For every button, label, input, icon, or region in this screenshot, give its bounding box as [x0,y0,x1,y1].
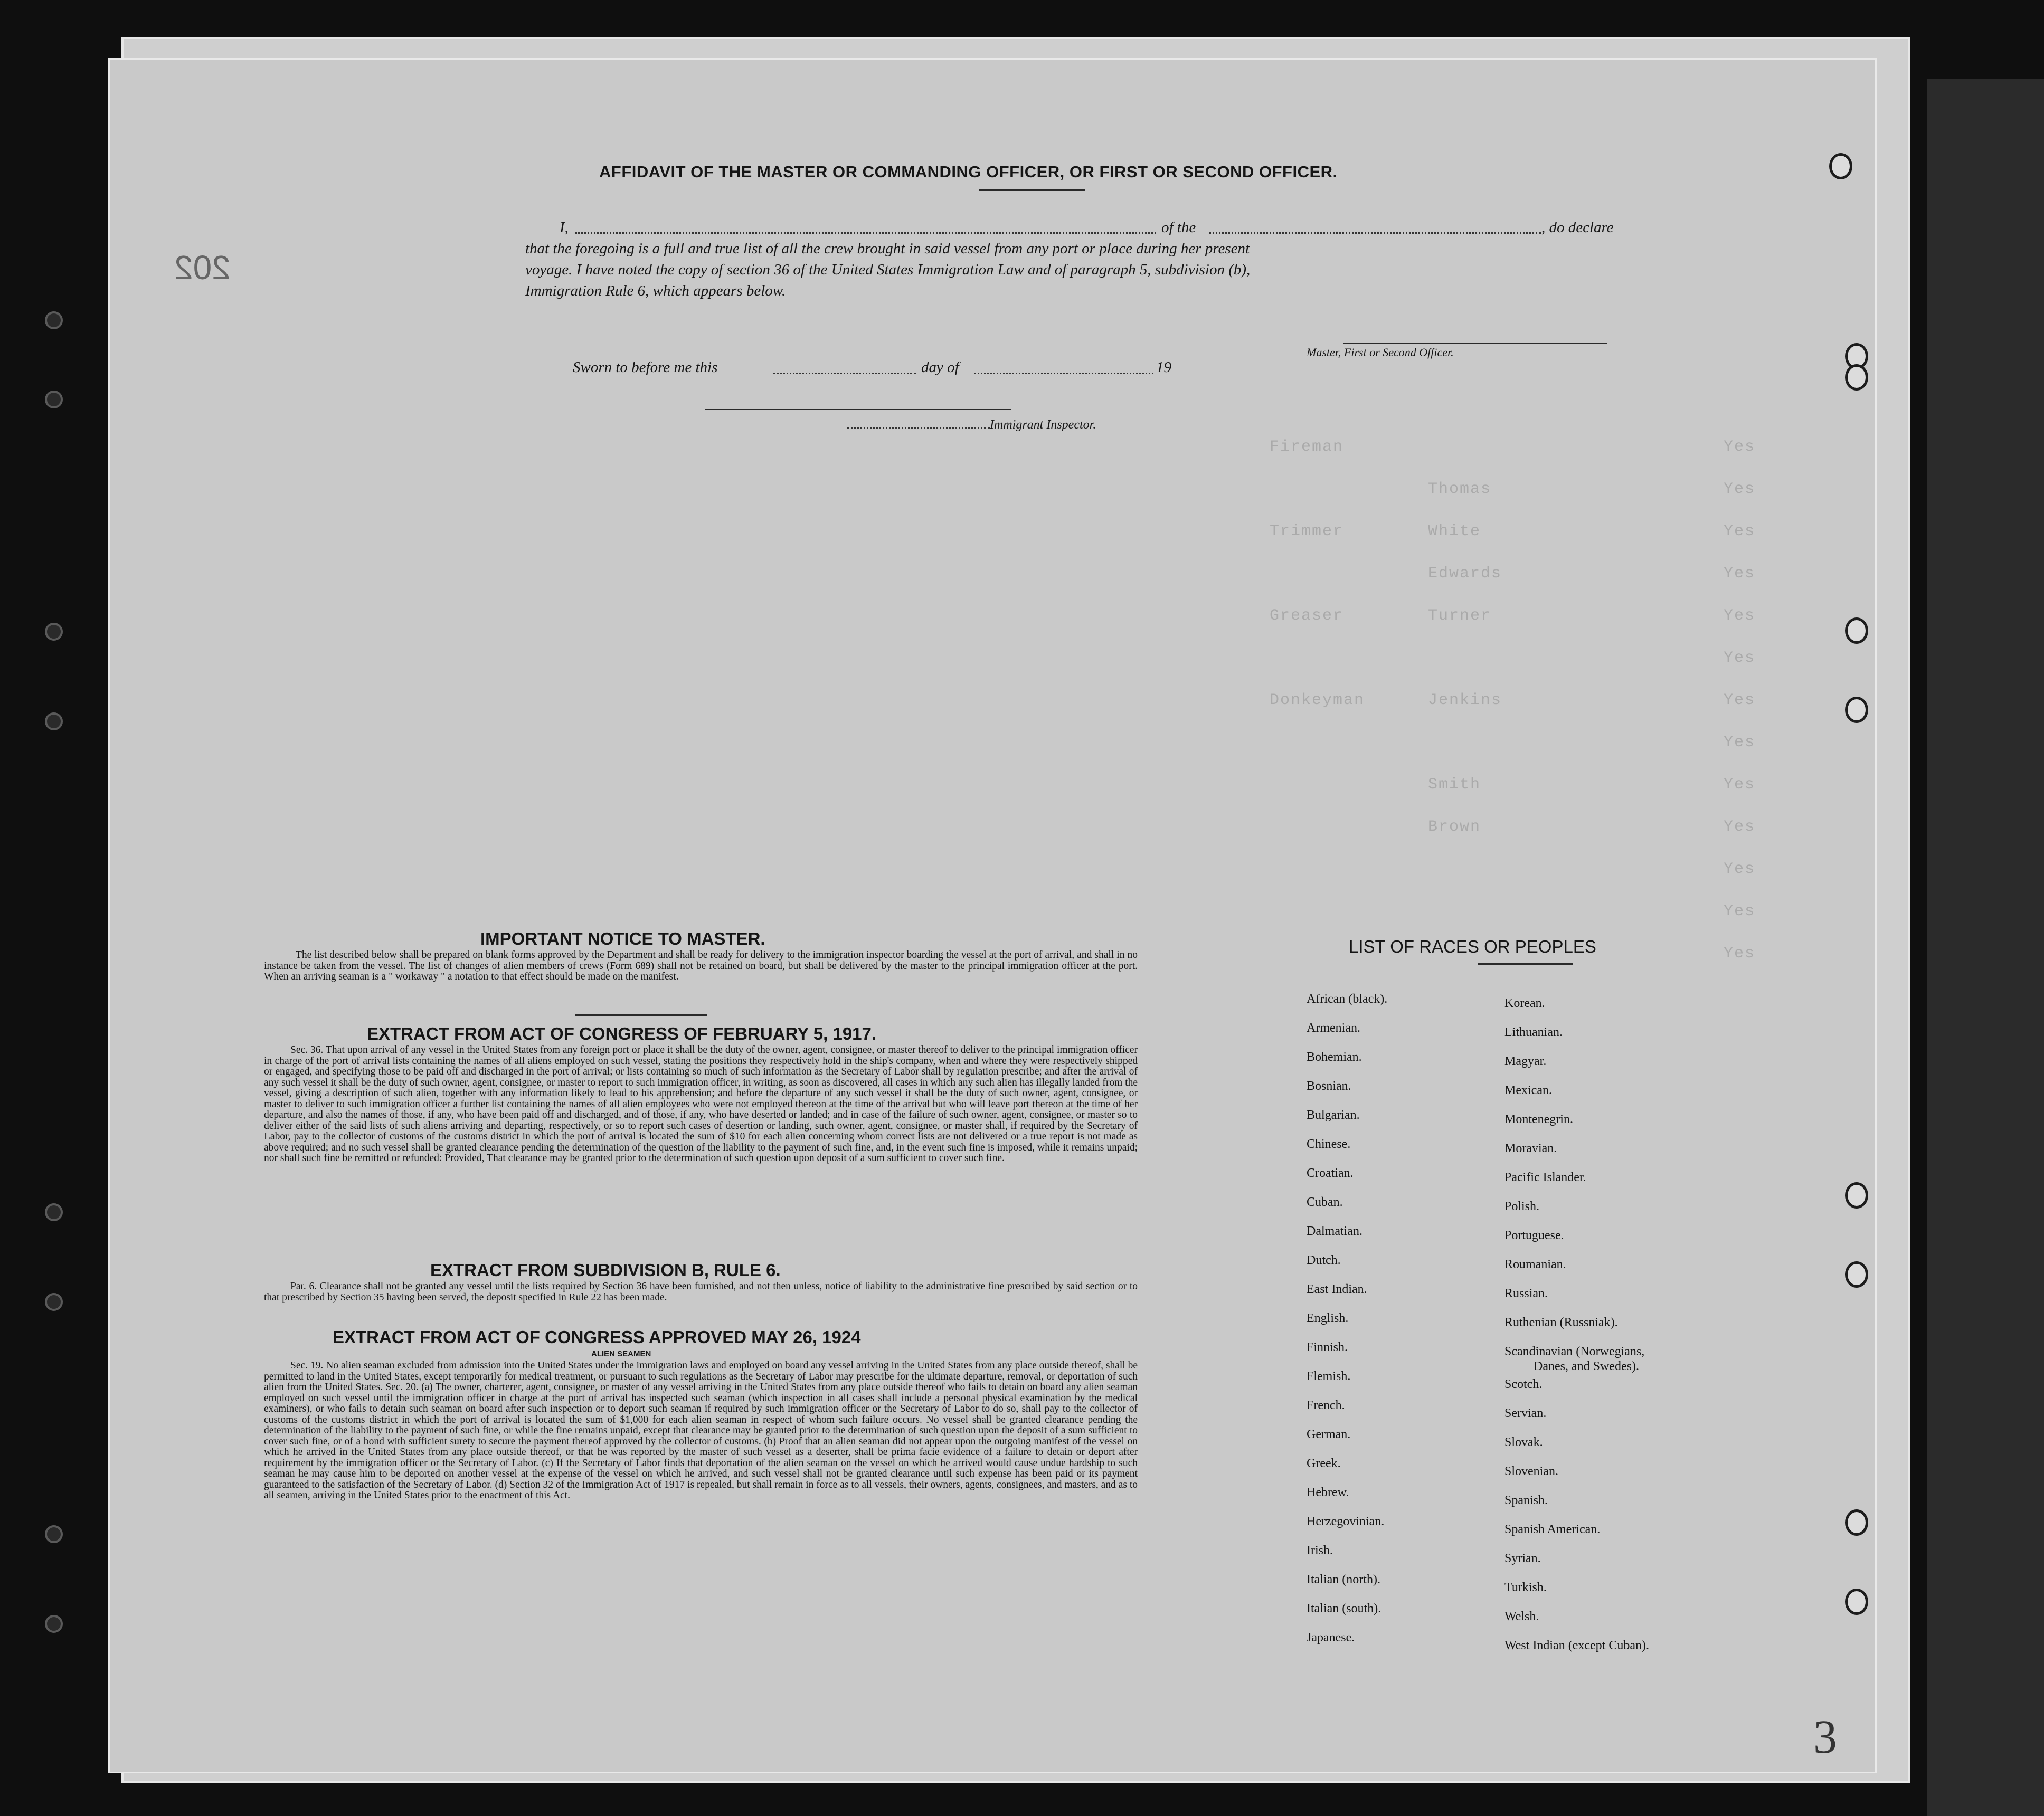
race-item: Bosnian. [1307,1079,1351,1093]
race-item: Japanese. [1307,1631,1355,1644]
race-item: English. [1307,1311,1349,1325]
race-item: Scotch. [1504,1377,1543,1391]
race-item: Armenian. [1307,1021,1360,1035]
race-item: Korean. [1504,996,1545,1010]
affidavit-body-line: voyage. I have noted the copy of section 36 of the United States Immigration Law and of paragraph 5, subdivision (b), [525,261,1251,278]
extract-1924-subtitle: ALIEN SEAMEN [591,1349,651,1358]
race-item: Irish. [1307,1544,1333,1557]
inspector-label: Immigrant Inspector. [990,418,1096,432]
extract-1917-text: Sec. 36. That upon arrival of any vessel in the United States from any foreign port or place it shall be the duty of the owner, agent, consignee, or master thereof to deliver to the principal immigration officer in charge of the port of arrival lists containing the names of all aliens employed on such vessel, stating the positions they respectively hold in the ship's company, when and where they were respectively shipped or engaged, and specifying those to be paid off and discharged in the port of arrival; or lists containing so much of such information as the Secretary of Labor shall by regulation prescribe; and after the arrival of any such vessel it shall be the duty of such owner, agent, consignee, or master to report to such immigration officer, in writing, as soon as discovered, all cases in which any such alien has illegally landed from the vessel, giving a description of such alien, together with any information likely to lead to his apprehension; and before the departure of any such vessel it shall be the duty of such owner, agent, consignee, or master to deliver to such immigration officer a further list containing the names of all alien employees who were not employed thereon at the time of the arrival but who will leave port thereon at the time of her departure, and also the names of those, if any, who have been paid off and discharged, and of those, if any, who have deserted or landed; and in case of the failure of such owner, agent, consignee, or master so to deliver either of the said lists of such aliens arriving and departing, respectively, or so to report such cases of desertion or landing, such owner, agent, consignee, or master shall, if required by the Secretary of Labor, pay to the collector of customs of the customs district in which the port of arrival is located the sum of $10 for each alien concerning whom correct lists are not delivered or a true report is not made as above required; and no such vessel shall be granted clearance pending the determination of the question of the liability to the payment of such fine, and, in the event such fine is imposed, while it remains unpaid; nor shall such fine be remitted or refunded: Provided, That clearance may be granted prior to the determination of such question upon deposit of a sum sufficient to cover such fine. [264,1044,1138,1164]
race-item: Dalmatian. [1307,1224,1362,1238]
race-item: Magyar. [1504,1054,1547,1068]
binding-hole [45,623,63,641]
race-item: Chinese. [1307,1137,1351,1151]
race-item: Cuban. [1307,1195,1343,1209]
extract-rule6-text: Par. 6. Clearance shall not be granted any vessel until the lists required by Section 36 have been furnished, and not then unless, notice of liability to the administrative fine prescribed by said section or to that prescribed by Section 35 having been served, the deposit specified in Rule 22 has been made. [264,1281,1138,1303]
race-item: Greek. [1307,1457,1341,1470]
race-item: Danes, and Swedes). [1534,1359,1639,1373]
binding-hole [45,311,63,329]
race-item: Slovenian. [1504,1465,1558,1478]
punch-hole [1845,617,1868,644]
race-item: Russian. [1504,1287,1548,1300]
race-item: Portuguese. [1504,1229,1564,1242]
race-item: Scandinavian (Norwegians, [1504,1345,1645,1358]
race-item: Welsh. [1504,1610,1539,1623]
race-item: Ruthenian (Russniak). [1504,1316,1618,1329]
race-item: West Indian (except Cuban). [1504,1639,1649,1652]
race-item: Spanish. [1504,1494,1548,1507]
binding-hole [45,1293,63,1311]
affidavit-body-line: Immigration Rule 6, which appears below. [525,282,786,299]
divider [575,1014,707,1016]
corner-mark: 3 [1813,1711,1837,1763]
document-page: Yes Yes Yes Yes Yes Yes Yes Yes Yes Yes Yes Yes Yes Thomas White Edwards Turner Jenkins Smith Brown Fireman Trimmer Greaser Donkeyman 202 AFFIDAVIT OF THE MASTER OR COMMANDING OFFICER, OR FIRST OR SECOND OFFICER. I, of the , do declare that the foregoing is a full and true list of all the crew brought in said vessel from any port or place during her present voyage. I have noted the copy of section 36 of the United States Immigration Law and of paragraph 5, subdivision (b), Immigration Rule 6, which appears below. Master, First or Second Officer. Sworn to before me this day of 19 Immigrant Inspector. IMPORTANT NOTICE TO MASTER. The list described below shall be prepared on blank forms approved by the Department and shall be ready for delivery to the immigration inspector boarding the vessel at the port of arrival, and shall in no instance be taken from the vessel. The list of changes of alien members of crews (Form 689) shall not be retained on board, but shall be delivered by the master to the principal immigration officer at the port. When an arriving seaman is a " workaway " a notation to that effect should be made on the manifest. EXTRACT FROM ACT OF CONGRESS OF FEBRUARY 5, 1917. Sec. 36. That upon arrival of any vessel in the United States from any foreign port or place it shall be the duty of the owner, agent, consignee, or master thereof to deliver to the principal immigration officer in charge of the port of arrival lists containing the names of all aliens employed on such vessel, stating the positions they respectively hold in the ship's company, when and where they were respectively shipped or engaged, and specifying those to be paid off and discharged in the port of arrival; or lists containing so much of such information as the Secretary of Labor shall by regulation prescribe; and after the arrival of any such vessel it shall be the duty of such owner, agent, consignee, or master to report to such immigration officer, in writing, as soon as discovered, all cases in which any such alien has illegally landed from the vessel, giving a description of such alien, together with any information likely to lead to his apprehension; and before the departure of any such vessel it shall be the duty of such owner, agent, consignee, or master to deliver to such immigration officer a further list containing the names of all alien employees who were not employed thereon at the time of the arrival but who will leave port thereon at the time of her departure, and also the names of those, if any, who have been paid off and discharged, and of those, if any, who have deserted or landed; and in case of the failure of such owner, agent, consignee, or master so to deliver either of the said lists of such aliens arriving and departing, respectively, or so to report such cases of desertion or landing, such owner, agent, consignee, or master shall, if required by the Secretary of Labor, pay to the collector of customs of the customs district in which the port of arrival is located the sum of $10 for each alien concerning whom correct lists are not delivered or a true report is not made as above required; and no such vessel shall be granted clearance pending the determination of the question of the liability to the payment of such fine, and, in the event such fine is imposed, while it remains unpaid; nor shall such fine be remitted or refunded: Provided, That clearance may be granted prior to the determination of such question upon deposit of a sum sufficient to cover such fine. EXTRACT FROM SUBDIVISION B, RULE 6. Par. 6. Clearance shall not be granted any vessel until the lists required by Section 36 have been furnished, and not then unless, notice of liability to the administrative fine prescribed by said section or to that prescribed by Section 35 having been served, the deposit specified in Rule 22 has been made. EXTRACT FROM ACT OF CONGRESS APPROVED MAY 26, 1924 ALIEN SEAMEN Sec. 19. No alien seaman excluded from admission into the United States under the immigration laws and employed on board any vessel arriving in the United States from any place outside thereof, shall be permitted to land in the United States, except temporarily for medical treatment, or pursuant to such regulations as the Secretary of Labor may prescribe for the ultimate departure, removal, or deportation of such alien from the United States. Sec. 20. (a) The owner, charterer, agent, consignee, or master of any vessel arriving in the United States from any place outside thereof who fails to detain on board any alien seaman employed on such vessel until the immigration officer in charge at the port of arrival has inspected such seaman (which inspection in all cases shall include a personal physical examination by the medical examiners), or who fails to detain such seaman on board after such inspection or to deport such seaman if required by such immigration officer or the Secretary of Labor to do so, shall pay to the collector of customs of the customs district in which the port of arrival is located the sum of $1,000 for each alien seaman in respect of whom such failure occurs. No vessel shall be granted clearance pending the determination of the liability to the payment of such fine, or while the fine remains unpaid, except that clearance may be granted prior to the determination of such question upon the deposit of a sum sufficient to cover such fine, or of a bond with sufficient surety to secure the payment thereof approved by the collector of customs. (b) Proof that an alien seaman did not appear upon the outgoing manifest of the vessel on which he arrived in the United States from any place outside thereof, or that he was reported by the master of such vessel as a deserter, shall be prima facie evidence of a failure to detain or deport after requirement by the immigration officer or the Secretary of Labor. (c) If the Secretary of Labor finds that deportation of the alien seaman on the vessel on which he arrived would cause undue hardship to such seaman he may cause him to be deported on another vessel at the expense of the vessel on which he arrived, and such vessel shall not be granted clearance until such expense has been paid or its payment guaranteed to the satisfaction of the Secretary of Labor. (d) Section 32 of the Immigration Act of 1917 is repealed, but shall remain in force as to all vessels, their owners, agents, consignees, and masters, and as to all seamen, arriving in the United States prior to the enactment of this Act. LIST OF RACES OR PEOPLES African (black). Armenian. Bohemian. Bosnian. Bulgarian. Chinese. Croatian. Cuban. Dalmatian. Dutch. East Indian. English. Finnish. Flemish. French. German. Greek. Hebrew. Herzegovinian. Irish. Italian (north). Italian (south). Japanese. Korean. Lithuanian. Magyar. Mexican. Montenegrin. Moravian. Pacific Islander. Polish. Portuguese. Roumanian. Russian. Ruthenian (Russniak). Scandinavian (Norwegians, Danes, and Swedes). Scotch. Servian. Slovak. Slovenian. Spanish. Spanish American. Syrian. Turkish. Welsh. West Indian (except Cuban). 3 [108,58,1877,1773]
affidavit-title: AFFIDAVIT OF THE MASTER OR COMMANDING OFFICER, OR FIRST OR SECOND OFFICER. [599,163,1338,181]
race-item: Finnish. [1307,1340,1348,1354]
race-item: Moravian. [1504,1142,1557,1155]
vessel-blank [1209,232,1541,234]
inspector-blank [847,427,990,429]
extract-1924-text: Sec. 19. No alien seaman excluded from admission into the United States under the immigration laws and employed on board any vessel arriving in the United States from any place outside thereof, shall be permitted to land in the United States, except temporarily for medical treatment, or pursuant to such regulations as the Secretary of Labor may prescribe for the ultimate departure, removal, or deportation of such alien from the United States. Sec. 20. (a) The owner, charterer, agent, consignee, or master of any vessel arriving in the United States from any place outside thereof who fails to detain on board any alien seaman employed on such vessel until the immigration officer in charge at the port of arrival has inspected such seaman (which inspection in all cases shall include a personal physical examination by the medical examiners), or who fails to detain such seaman on board after such inspection or to deport such seaman if required by such immigration officer or the Secretary of Labor to do so, shall pay to the collector of customs of the customs district in which the port of arrival is located the sum of $1,000 for each alien seaman in respect of whom such failure occurs. No vessel shall be granted clearance pending the determination of the liability to the payment of such fine, or while the fine remains unpaid, except that clearance may be granted prior to the determination of such question upon the deposit of a sum sufficient to cover such fine, or of a bond with sufficient surety to secure the payment thereof approved by the collector of customs. (b) Proof that an alien seaman did not appear upon the outgoing manifest of the vessel on which he arrived in the United States from any place outside thereof, or that he was reported by the master of such vessel as a deserter, shall be prima facie evidence of a failure to detain or deport after requirement by the immigration officer or the Secretary of Labor. (c) If the Secretary of Labor finds that deportation of the alien seaman on the vessel on which he arrived would cause undue hardship to such seaman he may cause him to be deported on another vessel at the expense of the vessel on which he arrived, and such vessel shall not be granted clearance until such expense has been paid or its payment guaranteed to the satisfaction of the Secretary of Labor. (d) Section 32 of the Immigration Act of 1917 is repealed, but shall remain in force as to all vessels, their owners, agents, consignees, and masters, and as to all seamen, arriving in the United States prior to the enactment of this Act. [264,1360,1138,1501]
race-item: Pacific Islander. [1504,1171,1586,1184]
binding-strip [1927,79,2044,1816]
divider [1478,963,1573,965]
race-item: Servian. [1504,1406,1547,1420]
race-item: French. [1307,1399,1345,1412]
day-of-label: day of [921,359,959,376]
race-item: Dutch. [1307,1253,1341,1267]
binding-hole [45,1203,63,1221]
binding-hole [45,712,63,730]
race-item: African (black). [1307,992,1388,1006]
race-item: Bulgarian. [1307,1108,1360,1122]
inspector-line-top [705,409,1011,410]
mirrored-page-number: 202 [174,249,231,287]
affidavit-of-the: of the [1161,219,1196,236]
affidavit-i: I, [560,219,569,236]
race-item: Hebrew. [1307,1486,1349,1499]
binding-hole [45,1615,63,1633]
affidavit-declare: , do declare [1541,219,1614,236]
race-item: Herzegovinian. [1307,1515,1385,1528]
race-item: Spanish American. [1504,1523,1601,1536]
day-blank [773,373,916,374]
race-item: Slovak. [1504,1435,1543,1449]
races-title: LIST OF RACES OR PEOPLES [1349,937,1596,956]
race-item: East Indian. [1307,1282,1367,1296]
race-item: Turkish. [1504,1581,1547,1594]
race-item: Montenegrin. [1504,1113,1573,1126]
punch-hole [1829,153,1852,179]
notice-text: The list described below shall be prepared on blank forms approved by the Department and shall be ready for delivery to the immigration inspector boarding the vessel at the port of arrival, and shall in no instance be taken from the vessel. The list of changes of alien members of crews (Form 689) shall not be retained on board, but shall be delivered by the master to the principal immigration officer at the port. When an arriving seaman is a " workaway " a notation to that effect should be made on the manifest. [264,949,1138,982]
race-item: Roumanian. [1504,1258,1566,1271]
punch-hole [1845,697,1868,723]
race-item: Croatian. [1307,1166,1354,1180]
race-item: German. [1307,1428,1351,1441]
race-item: Syrian. [1504,1552,1541,1565]
name-blank [575,232,1156,234]
divider [979,189,1085,191]
binding-hole [45,1525,63,1543]
race-item: Polish. [1504,1200,1540,1213]
punch-hole [1845,1261,1868,1288]
extract-rule6-title: EXTRACT FROM SUBDIVISION B, RULE 6. [430,1260,781,1280]
race-item: Mexican. [1504,1083,1552,1097]
binding-hole [45,391,63,408]
sworn-label: Sworn to before me this [573,359,718,376]
year-prefix: 19 [1156,359,1171,376]
punch-hole [1845,364,1868,391]
month-blank [974,373,1153,374]
race-item: Bohemian. [1307,1050,1362,1064]
signature-line [1343,343,1607,344]
punch-hole [1845,1182,1868,1209]
extract-1924-title: EXTRACT FROM ACT OF CONGRESS APPROVED MAY 26, 1924 [333,1327,861,1347]
punch-hole [1845,1589,1868,1615]
punch-hole [1845,1509,1868,1536]
officer-label: Master, First or Second Officer. [1307,346,1454,359]
race-item: Italian (south). [1307,1602,1381,1615]
race-item: Flemish. [1307,1370,1351,1383]
affidavit-body-line: that the foregoing is a full and true list of all the crew brought in said vessel from any port or place during her present [525,240,1250,257]
race-item: Italian (north). [1307,1573,1380,1586]
extract-1917-title: EXTRACT FROM ACT OF CONGRESS OF FEBRUARY 5, 1917. [367,1024,877,1043]
notice-title: IMPORTANT NOTICE TO MASTER. [480,929,765,948]
race-item: Lithuanian. [1504,1025,1563,1039]
